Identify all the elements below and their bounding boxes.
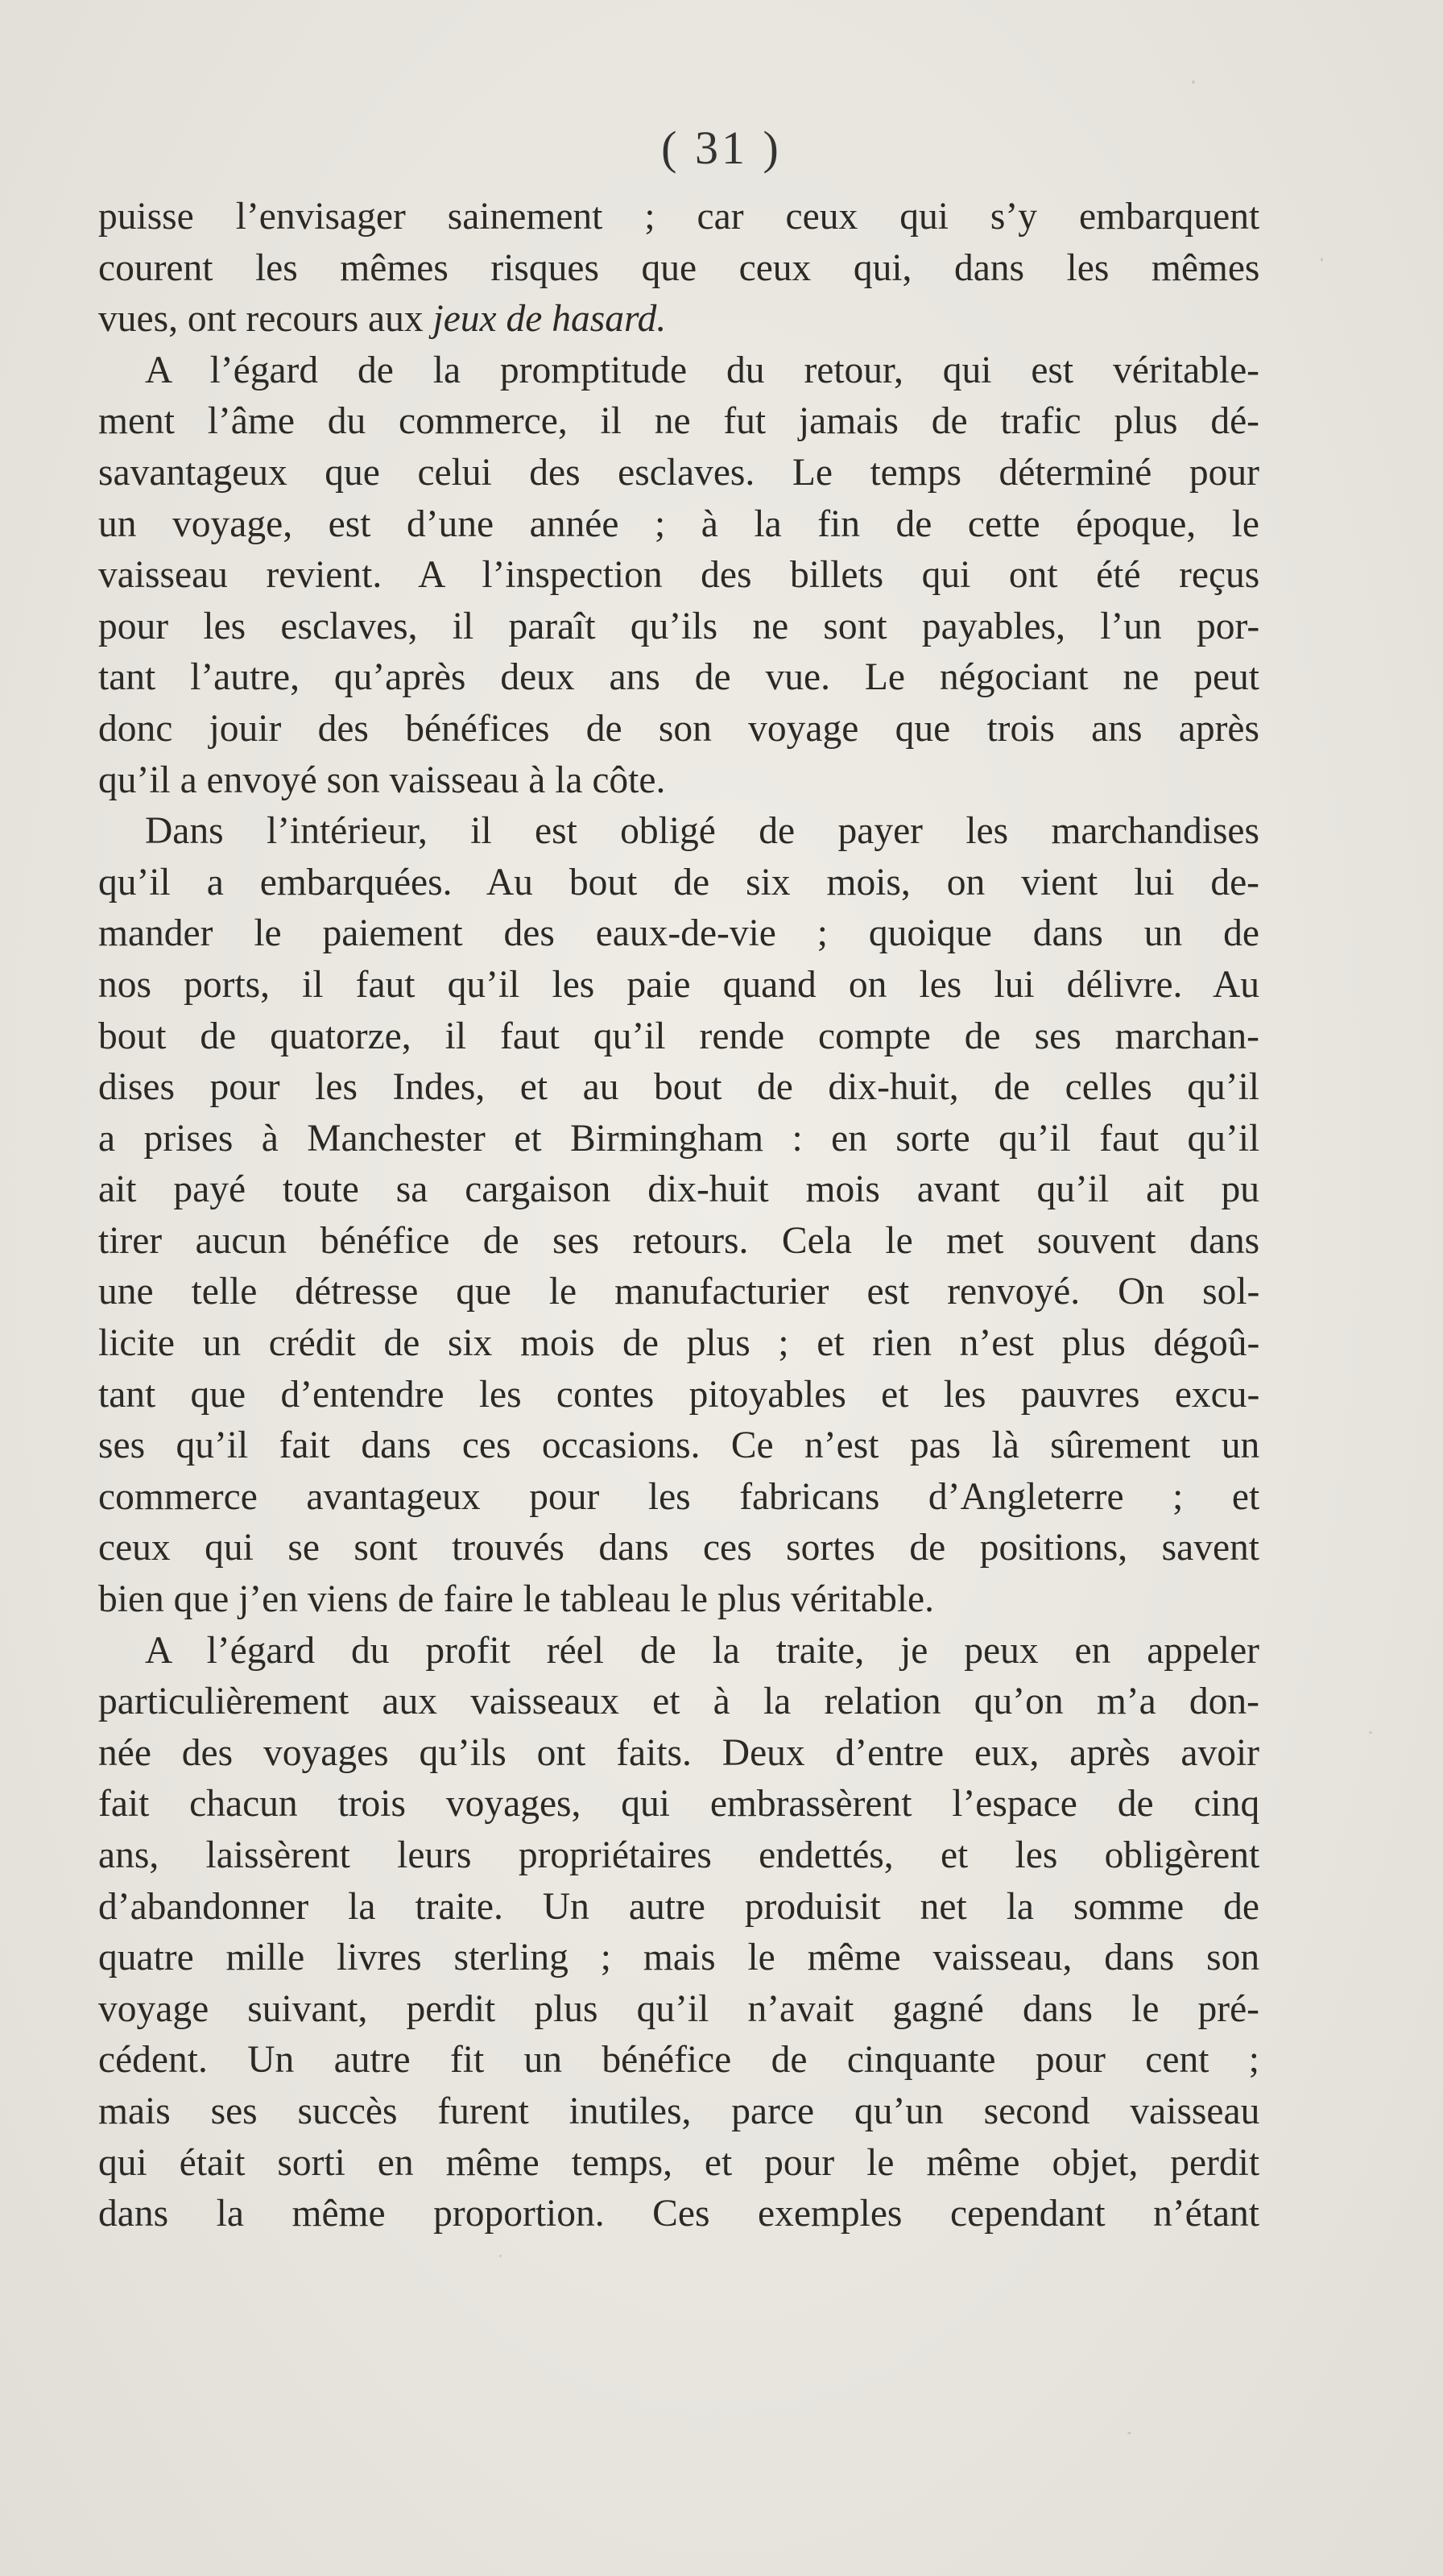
text-line: mander le paiement des eaux-de-vie ; quoique dans un de xyxy=(98,912,1259,955)
text-line: tirer aucun bénéfice de ses retours. Cela le met souvent dans xyxy=(98,1219,1260,1262)
text-line: commerce avantageux pour les fabricans d’Angleterre ; et xyxy=(98,1475,1260,1518)
text-line: nos ports, il faut qu’il les paie quand on les lui délivre. Au xyxy=(98,963,1259,1006)
paper-speck xyxy=(1127,2432,1131,2434)
page-number: ( 31 ) xyxy=(661,122,782,174)
text-line: ment l’âme du commerce, il ne fut jamais de trafic plus dé- xyxy=(98,400,1259,443)
text-segment: vues, ont recours aux xyxy=(98,298,433,341)
text-line: tant l’autre, qu’après deux ans de vue. Le négociant ne peut xyxy=(98,656,1259,699)
body-text xyxy=(98,192,1259,2240)
text-line: fait chacun trois voyages, qui embrassèrent l’espace de cinq xyxy=(98,1783,1260,1826)
text-line: A l’égard du profit réel de la traite, je peux en appeler xyxy=(145,1629,1259,1672)
text-line: ans, laissèrent leurs propriétaires endettés, et les obligèrent xyxy=(98,1834,1260,1876)
paper-speck xyxy=(1321,258,1323,262)
text-line: ait payé toute sa cargaison dix-huit mois avant qu’il ait pu xyxy=(98,1168,1259,1211)
text-line: d’abandonner la traite. Un autre produisit net la somme de xyxy=(98,1885,1259,1928)
text-line: a prises à Manchester et Birmingham : en sorte qu’il faut qu’il xyxy=(98,1117,1260,1160)
text-line: courent les mêmes risques que ceux qui, dans les mêmes xyxy=(98,246,1260,289)
text-line: particulièrement aux vaisseaux et à la relation qu’on m’a don- xyxy=(98,1681,1259,1723)
text-line: née des voyages qu’ils ont faits. Deux d’entre eux, après avoir xyxy=(98,1731,1259,1774)
paper-speck xyxy=(499,2255,502,2257)
text-line: ceux qui se sont trouvés dans ces sortes de positions, savent xyxy=(98,1527,1259,1569)
text-line: savantageux que celui des esclaves. Le temps déterminé pour xyxy=(98,451,1259,494)
text-line xyxy=(98,294,1259,345)
text-line: mais ses succès furent inutiles, parce qu’un second vaisseau xyxy=(98,2090,1260,2132)
text-line: qu’il a embarquées. Au bout de six mois, on vient lui de- xyxy=(98,861,1259,903)
text-line: Dans l’intérieur, il est obligé de payer les marchandises xyxy=(145,810,1259,853)
text-line: A l’égard de la promptitude du retour, qui est véritable- xyxy=(145,349,1259,391)
text-line: cédent. Un autre fit un bénéfice de cinquante pour cent ; xyxy=(98,2039,1259,2082)
text-line: voyage suivant, perdit plus qu’il n’avait gagné dans le pré- xyxy=(98,1987,1259,2030)
text-line: dises pour les Indes, et au bout de dix-huit, de celles qu’il xyxy=(98,1066,1259,1109)
text-line: donc jouir des bénéfices de son voyage que trois ans après xyxy=(98,707,1259,750)
text-line: une telle détresse que le manufacturier est renvoyé. On sol- xyxy=(98,1271,1260,1313)
text-line: tant que d’entendre les contes pitoyables et les pauvres excu- xyxy=(98,1373,1260,1416)
paper-speck xyxy=(1369,1731,1372,1734)
paper-speck xyxy=(1192,81,1195,84)
italic-phrase: jeux de hasard. xyxy=(432,298,667,341)
text-line: pour les esclaves, il paraît qu’ils ne sont payables, l’un por- xyxy=(98,605,1260,647)
text-line: vaisseau revient. A l’inspection des billets qui ont été reçus xyxy=(98,554,1260,597)
text-line: ses qu’il fait dans ces occasions. Ce n’est pas là sûrement un xyxy=(98,1424,1260,1467)
text-line: puisse l’envisager sainement ; car ceux qui s’y embarquent xyxy=(98,196,1260,238)
text-line: qu’il a envoyé son vaisseau à la côte. xyxy=(98,759,666,801)
text-line: quatre mille livres sterling ; mais le même vaisseau, dans son xyxy=(98,1937,1260,1979)
text-line: bout de quatorze, il faut qu’il rende compte de ses marchan- xyxy=(98,1015,1259,1057)
text-line: bien que j’en viens de faire le tableau le plus véritable. xyxy=(98,1578,934,1621)
text-line: licite un crédit de six mois de plus ; et rien n’est plus dégoû- xyxy=(98,1322,1260,1365)
text-line: qui était sorti en même temps, et pour le même objet, perdit xyxy=(98,2141,1260,2184)
text-line: dans la même proportion. Ces exemples cependant n’étant xyxy=(98,2193,1259,2235)
text-line: un voyage, est d’une année ; à la fin de cette époque, le xyxy=(98,502,1259,545)
